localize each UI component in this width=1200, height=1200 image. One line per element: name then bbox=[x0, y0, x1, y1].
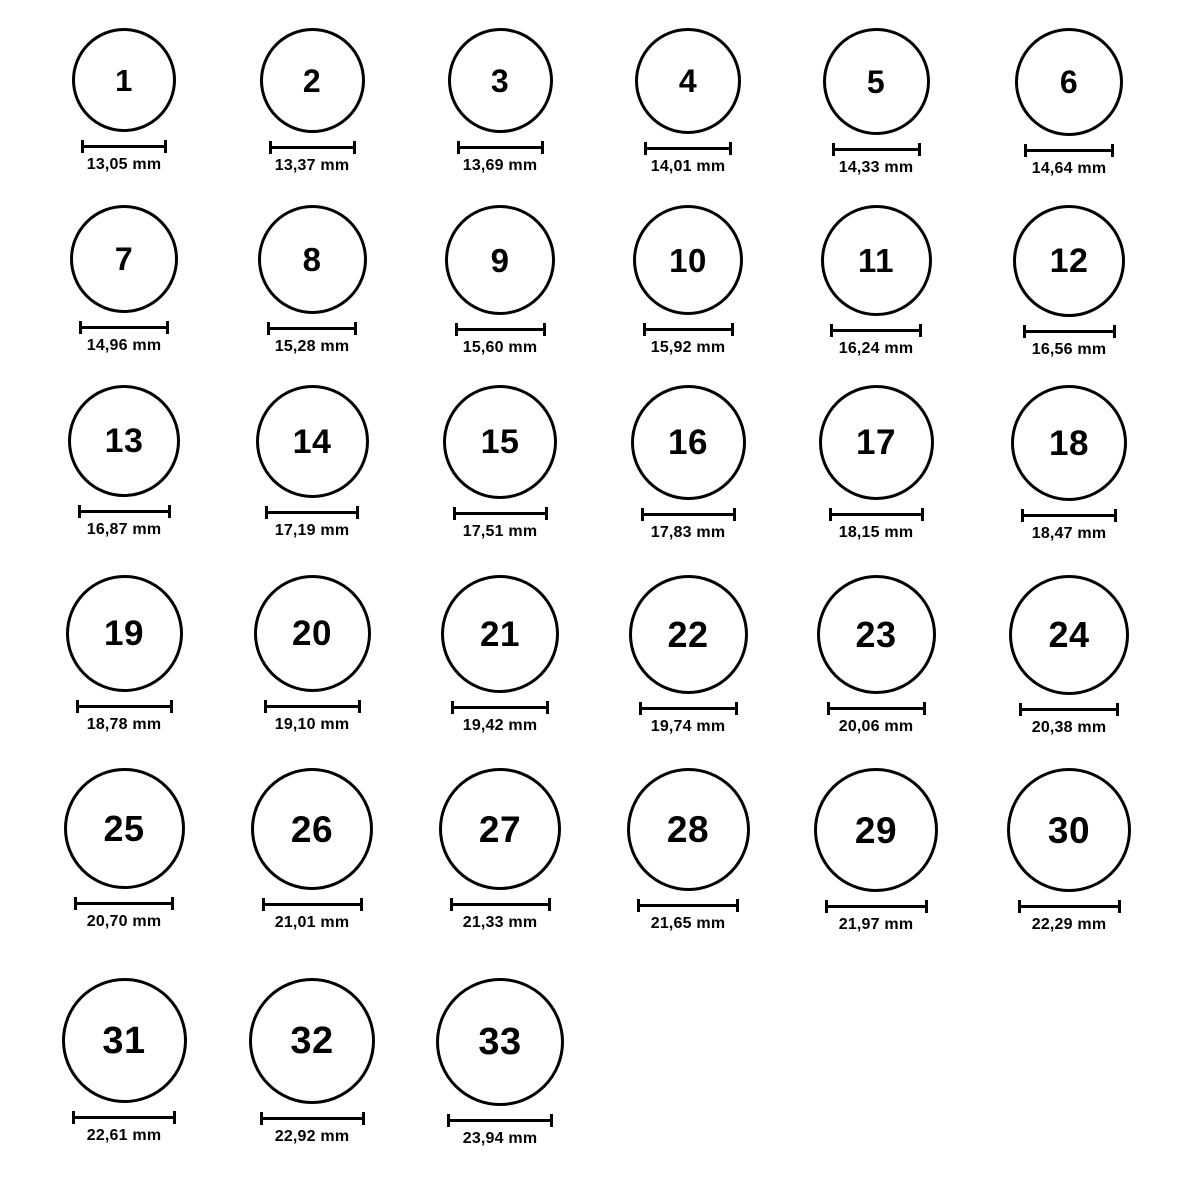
ring-size-cell bbox=[448, 28, 553, 175]
ring-size-cell bbox=[631, 385, 746, 542]
diameter-label: 22,29 mm bbox=[1031, 916, 1107, 933]
ring-size-number: 21 bbox=[480, 614, 520, 654]
ring-size-number: 24 bbox=[1048, 614, 1090, 655]
measure-cap-right bbox=[736, 899, 739, 912]
ring-size-number: 29 bbox=[854, 809, 898, 851]
ring-size-number: 5 bbox=[866, 63, 886, 100]
ring-size-cell bbox=[819, 385, 934, 542]
measure-line bbox=[643, 328, 734, 331]
ring-size-number: 25 bbox=[103, 807, 145, 849]
measure-cap-right bbox=[360, 898, 363, 911]
diameter-label: 18,47 mm bbox=[1031, 525, 1107, 542]
ring-size-cell bbox=[1007, 768, 1131, 934]
measure-cap-right bbox=[731, 323, 734, 336]
ring-size-number: 26 bbox=[290, 808, 334, 850]
diameter-label: 13,05 mm bbox=[86, 156, 162, 173]
ring-circle bbox=[441, 575, 559, 693]
ring-size-cell bbox=[66, 575, 183, 734]
ring-size-number: 16 bbox=[668, 423, 708, 462]
diameter-measure-bar bbox=[267, 322, 357, 334]
ring-size-cell bbox=[72, 28, 176, 174]
diameter-measure-bar bbox=[453, 507, 548, 519]
measure-line bbox=[639, 707, 738, 710]
measure-line bbox=[832, 148, 921, 151]
ring-circle bbox=[258, 205, 367, 314]
ring-circle bbox=[249, 978, 375, 1104]
diameter-label: 17,83 mm bbox=[650, 524, 726, 541]
ring-size-number: 30 bbox=[1047, 809, 1091, 851]
diameter-measure-bar bbox=[76, 700, 173, 712]
ring-size-number: 33 bbox=[478, 1021, 522, 1063]
ring-size-cell bbox=[249, 978, 375, 1146]
measure-cap-right bbox=[171, 897, 174, 910]
ring-circle bbox=[254, 575, 371, 692]
ring-size-cell bbox=[251, 768, 373, 932]
diameter-label: 20,70 mm bbox=[86, 913, 162, 930]
measure-line bbox=[827, 707, 926, 710]
measure-line bbox=[74, 902, 174, 905]
diameter-label: 19,10 mm bbox=[274, 716, 350, 733]
diameter-label: 13,69 mm bbox=[462, 157, 538, 174]
measure-cap-left bbox=[76, 700, 79, 713]
diameter-measure-bar bbox=[832, 143, 921, 155]
measure-line bbox=[1023, 330, 1116, 333]
ring-size-cell bbox=[1011, 385, 1127, 543]
ring-circle bbox=[627, 768, 750, 891]
measure-cap-left bbox=[269, 141, 272, 154]
measure-line bbox=[830, 329, 922, 332]
diameter-label: 14,64 mm bbox=[1031, 160, 1107, 177]
measure-cap-left bbox=[455, 323, 458, 336]
ring-size-cell bbox=[260, 28, 365, 175]
ring-circle bbox=[443, 385, 557, 499]
measure-cap-right bbox=[170, 700, 173, 713]
ring-circle bbox=[436, 978, 564, 1106]
ring-circle bbox=[629, 575, 748, 694]
measure-cap-left bbox=[644, 142, 647, 155]
ring-size-cell bbox=[68, 385, 180, 539]
ring-circle bbox=[260, 28, 365, 133]
ring-size-cell bbox=[635, 28, 741, 176]
measure-line bbox=[262, 903, 363, 906]
ring-size-number: 15 bbox=[480, 423, 520, 461]
diameter-label: 21,01 mm bbox=[274, 914, 350, 931]
ring-size-cell bbox=[823, 28, 930, 177]
diameter-label: 13,37 mm bbox=[274, 157, 350, 174]
ring-size-cell bbox=[436, 978, 564, 1148]
ring-circle bbox=[62, 978, 187, 1103]
ring-circle bbox=[1013, 205, 1125, 317]
diameter-measure-bar bbox=[81, 140, 167, 152]
measure-cap-left bbox=[457, 141, 460, 154]
diameter-measure-bar bbox=[260, 1112, 365, 1124]
ring-size-number: 3 bbox=[490, 62, 510, 99]
diameter-measure-bar bbox=[1018, 900, 1121, 912]
ring-size-cell bbox=[1009, 575, 1129, 737]
diameter-label: 18,78 mm bbox=[86, 716, 162, 733]
measure-cap-right bbox=[923, 702, 926, 715]
measure-cap-left bbox=[453, 507, 456, 520]
ring-size-number: 27 bbox=[478, 808, 522, 850]
measure-cap-left bbox=[260, 1112, 263, 1125]
diameter-measure-bar bbox=[639, 702, 738, 714]
measure-line bbox=[267, 327, 357, 330]
diameter-measure-bar bbox=[269, 141, 356, 153]
measure-cap-left bbox=[827, 702, 830, 715]
measure-cap-left bbox=[830, 324, 833, 337]
ring-size-cell bbox=[441, 575, 559, 735]
ring-size-number: 1 bbox=[115, 62, 133, 98]
diameter-measure-bar bbox=[1019, 703, 1119, 715]
ring-size-cell bbox=[821, 205, 932, 358]
measure-cap-right bbox=[1111, 144, 1114, 157]
ring-size-cell bbox=[1013, 205, 1125, 359]
diameter-measure-bar bbox=[643, 323, 734, 335]
diameter-measure-bar bbox=[457, 141, 544, 153]
ring-size-number: 20 bbox=[292, 614, 332, 653]
measure-line bbox=[637, 904, 739, 907]
measure-cap-left bbox=[1023, 325, 1026, 338]
diameter-label: 16,87 mm bbox=[86, 521, 162, 538]
ring-circle bbox=[445, 205, 555, 315]
measure-cap-left bbox=[267, 322, 270, 335]
ring-size-cell bbox=[1015, 28, 1123, 178]
measure-line bbox=[81, 145, 167, 148]
ring-size-cell bbox=[258, 205, 367, 356]
ring-circle bbox=[823, 28, 930, 135]
measure-cap-left bbox=[1019, 703, 1022, 716]
ring-size-number: 13 bbox=[104, 422, 144, 460]
ring-size-cell bbox=[814, 768, 938, 934]
ring-circle bbox=[814, 768, 938, 892]
measure-cap-left bbox=[78, 505, 81, 518]
measure-cap-right bbox=[543, 323, 546, 336]
measure-cap-left bbox=[825, 900, 828, 913]
ring-circle bbox=[256, 385, 369, 498]
diameter-measure-bar bbox=[264, 700, 361, 712]
ring-size-number: 19 bbox=[104, 614, 144, 653]
diameter-label: 15,28 mm bbox=[274, 338, 350, 355]
measure-cap-left bbox=[447, 1114, 450, 1127]
diameter-label: 16,56 mm bbox=[1031, 341, 1107, 358]
diameter-label: 23,94 mm bbox=[462, 1130, 538, 1147]
measure-cap-right bbox=[1113, 325, 1116, 338]
diameter-label: 19,42 mm bbox=[462, 717, 538, 734]
diameter-measure-bar bbox=[455, 323, 546, 335]
diameter-measure-bar bbox=[447, 1114, 553, 1126]
diameter-measure-bar bbox=[72, 1111, 176, 1123]
diameter-label: 22,61 mm bbox=[86, 1127, 162, 1144]
diameter-measure-bar bbox=[262, 898, 363, 910]
diameter-label: 21,97 mm bbox=[838, 916, 914, 933]
measure-cap-right bbox=[548, 898, 551, 911]
diameter-label: 18,15 mm bbox=[838, 524, 914, 541]
ring-size-number: 2 bbox=[302, 62, 322, 99]
measure-cap-left bbox=[451, 701, 454, 714]
ring-size-number: 6 bbox=[1059, 64, 1079, 100]
measure-cap-left bbox=[1018, 900, 1021, 913]
ring-size-cell bbox=[817, 575, 936, 736]
measure-cap-right bbox=[919, 324, 922, 337]
measure-cap-left bbox=[79, 321, 82, 334]
ring-circle bbox=[817, 575, 936, 694]
ring-circle bbox=[68, 385, 180, 497]
measure-cap-left bbox=[829, 508, 832, 521]
measure-line bbox=[78, 510, 171, 513]
ring-size-cell bbox=[254, 575, 371, 734]
diameter-label: 16,24 mm bbox=[838, 340, 914, 357]
ring-size-cell bbox=[633, 205, 743, 357]
ring-circle bbox=[1007, 768, 1131, 892]
diameter-measure-bar bbox=[450, 898, 551, 910]
ring-size-number: 4 bbox=[678, 63, 698, 99]
measure-line bbox=[644, 147, 732, 150]
measure-line bbox=[829, 513, 924, 516]
diameter-measure-bar bbox=[74, 897, 174, 909]
diameter-measure-bar bbox=[1024, 144, 1114, 156]
measure-cap-left bbox=[1021, 509, 1024, 522]
measure-cap-right bbox=[166, 321, 169, 334]
measure-line bbox=[447, 1119, 553, 1122]
measure-line bbox=[72, 1116, 176, 1119]
measure-cap-right bbox=[921, 508, 924, 521]
diameter-measure-bar bbox=[265, 506, 359, 518]
diameter-label: 17,19 mm bbox=[274, 522, 350, 539]
measure-cap-right bbox=[358, 700, 361, 713]
diameter-measure-bar bbox=[637, 899, 739, 911]
ring-size-cell bbox=[627, 768, 750, 933]
diameter-measure-bar bbox=[825, 900, 928, 912]
diameter-label: 15,60 mm bbox=[462, 339, 538, 356]
ring-size-cell bbox=[70, 205, 178, 355]
measure-cap-left bbox=[265, 506, 268, 519]
measure-cap-left bbox=[262, 898, 265, 911]
measure-line bbox=[1021, 514, 1117, 517]
measure-line bbox=[450, 903, 551, 906]
measure-line bbox=[76, 705, 173, 708]
ring-size-number: 8 bbox=[302, 241, 322, 278]
diameter-measure-bar bbox=[78, 505, 171, 517]
measure-line bbox=[264, 705, 361, 708]
diameter-measure-bar bbox=[827, 702, 926, 714]
measure-cap-right bbox=[173, 1111, 176, 1124]
measure-line bbox=[825, 905, 928, 908]
measure-line bbox=[1018, 905, 1121, 908]
diameter-measure-bar bbox=[79, 321, 169, 333]
diameter-label: 22,92 mm bbox=[274, 1128, 350, 1145]
diameter-label: 21,33 mm bbox=[462, 914, 538, 931]
diameter-label: 14,01 mm bbox=[650, 158, 726, 175]
measure-cap-right bbox=[550, 1114, 553, 1127]
measure-cap-left bbox=[1024, 144, 1027, 157]
diameter-measure-bar bbox=[830, 324, 922, 336]
diameter-label: 21,65 mm bbox=[650, 915, 726, 932]
measure-cap-right bbox=[925, 900, 928, 913]
ring-circle bbox=[1011, 385, 1127, 501]
ring-circle bbox=[251, 768, 373, 890]
ring-size-number: 32 bbox=[290, 1020, 334, 1062]
ring-circle bbox=[819, 385, 934, 500]
measure-line bbox=[1019, 708, 1119, 711]
ring-size-cell bbox=[629, 575, 748, 736]
ring-size-number: 17 bbox=[856, 423, 896, 462]
ring-circle bbox=[633, 205, 743, 315]
measure-cap-right bbox=[1118, 900, 1121, 913]
measure-cap-right bbox=[168, 505, 171, 518]
ring-circle bbox=[1009, 575, 1129, 695]
measure-line bbox=[641, 513, 736, 516]
measure-line bbox=[455, 328, 546, 331]
ring-size-cell bbox=[62, 978, 187, 1145]
ring-size-cell bbox=[439, 768, 561, 932]
diameter-label: 14,96 mm bbox=[86, 337, 162, 354]
measure-line bbox=[457, 146, 544, 149]
ring-size-number: 31 bbox=[102, 1019, 146, 1062]
ring-circle bbox=[448, 28, 553, 133]
diameter-measure-bar bbox=[1023, 325, 1116, 337]
measure-cap-right bbox=[545, 507, 548, 520]
measure-cap-right bbox=[164, 140, 167, 153]
measure-cap-right bbox=[1114, 509, 1117, 522]
diameter-label: 17,51 mm bbox=[462, 523, 538, 540]
measure-cap-right bbox=[546, 701, 549, 714]
measure-cap-left bbox=[832, 143, 835, 156]
ring-size-number: 18 bbox=[1049, 423, 1089, 463]
ring-size-number: 7 bbox=[114, 241, 134, 277]
ring-size-number: 9 bbox=[490, 241, 510, 279]
measure-cap-left bbox=[639, 702, 642, 715]
ring-size-cell bbox=[443, 385, 557, 541]
measure-cap-left bbox=[72, 1111, 75, 1124]
measure-line bbox=[265, 511, 359, 514]
measure-line bbox=[451, 706, 549, 709]
ring-circle bbox=[70, 205, 178, 313]
measure-cap-left bbox=[643, 323, 646, 336]
measure-line bbox=[1024, 149, 1114, 152]
measure-cap-right bbox=[729, 142, 732, 155]
measure-cap-left bbox=[450, 898, 453, 911]
measure-cap-right bbox=[918, 143, 921, 156]
measure-cap-left bbox=[81, 140, 84, 153]
measure-cap-right bbox=[354, 322, 357, 335]
ring-circle bbox=[821, 205, 932, 316]
ring-circle bbox=[72, 28, 176, 132]
ring-circle bbox=[1015, 28, 1123, 136]
measure-line bbox=[269, 146, 356, 149]
ring-size-cell bbox=[64, 768, 185, 931]
measure-line bbox=[79, 326, 169, 329]
ring-circle bbox=[439, 768, 561, 890]
diameter-label: 14,33 mm bbox=[838, 159, 914, 176]
measure-cap-right bbox=[1116, 703, 1119, 716]
diameter-label: 20,06 mm bbox=[838, 718, 914, 735]
measure-cap-left bbox=[264, 700, 267, 713]
measure-cap-right bbox=[353, 141, 356, 154]
ring-size-number: 22 bbox=[667, 613, 709, 655]
ring-size-number: 11 bbox=[858, 242, 894, 279]
ring-circle bbox=[631, 385, 746, 500]
diameter-measure-bar bbox=[451, 701, 549, 713]
measure-cap-right bbox=[362, 1112, 365, 1125]
ring-size-cell bbox=[445, 205, 555, 357]
measure-line bbox=[260, 1117, 365, 1120]
ring-circle bbox=[64, 768, 185, 889]
ring-size-number: 12 bbox=[1049, 242, 1089, 280]
measure-cap-right bbox=[733, 508, 736, 521]
measure-cap-right bbox=[356, 506, 359, 519]
ring-size-cell bbox=[256, 385, 369, 540]
diameter-label: 19,74 mm bbox=[650, 718, 726, 735]
diameter-measure-bar bbox=[644, 142, 732, 154]
ring-size-number: 23 bbox=[855, 613, 897, 655]
ring-size-number: 28 bbox=[666, 809, 710, 850]
diameter-measure-bar bbox=[641, 508, 736, 520]
ring-size-number: 10 bbox=[669, 241, 707, 279]
diameter-measure-bar bbox=[1021, 509, 1117, 521]
measure-cap-right bbox=[541, 141, 544, 154]
ring-circle bbox=[635, 28, 741, 134]
diameter-label: 20,38 mm bbox=[1031, 719, 1107, 736]
ring-circle bbox=[66, 575, 183, 692]
diameter-measure-bar bbox=[829, 508, 924, 520]
measure-cap-left bbox=[74, 897, 77, 910]
measure-line bbox=[453, 512, 548, 515]
diameter-label: 15,92 mm bbox=[650, 339, 726, 356]
measure-cap-left bbox=[637, 899, 640, 912]
measure-cap-right bbox=[735, 702, 738, 715]
ring-size-number: 14 bbox=[292, 422, 332, 461]
measure-cap-left bbox=[641, 508, 644, 521]
